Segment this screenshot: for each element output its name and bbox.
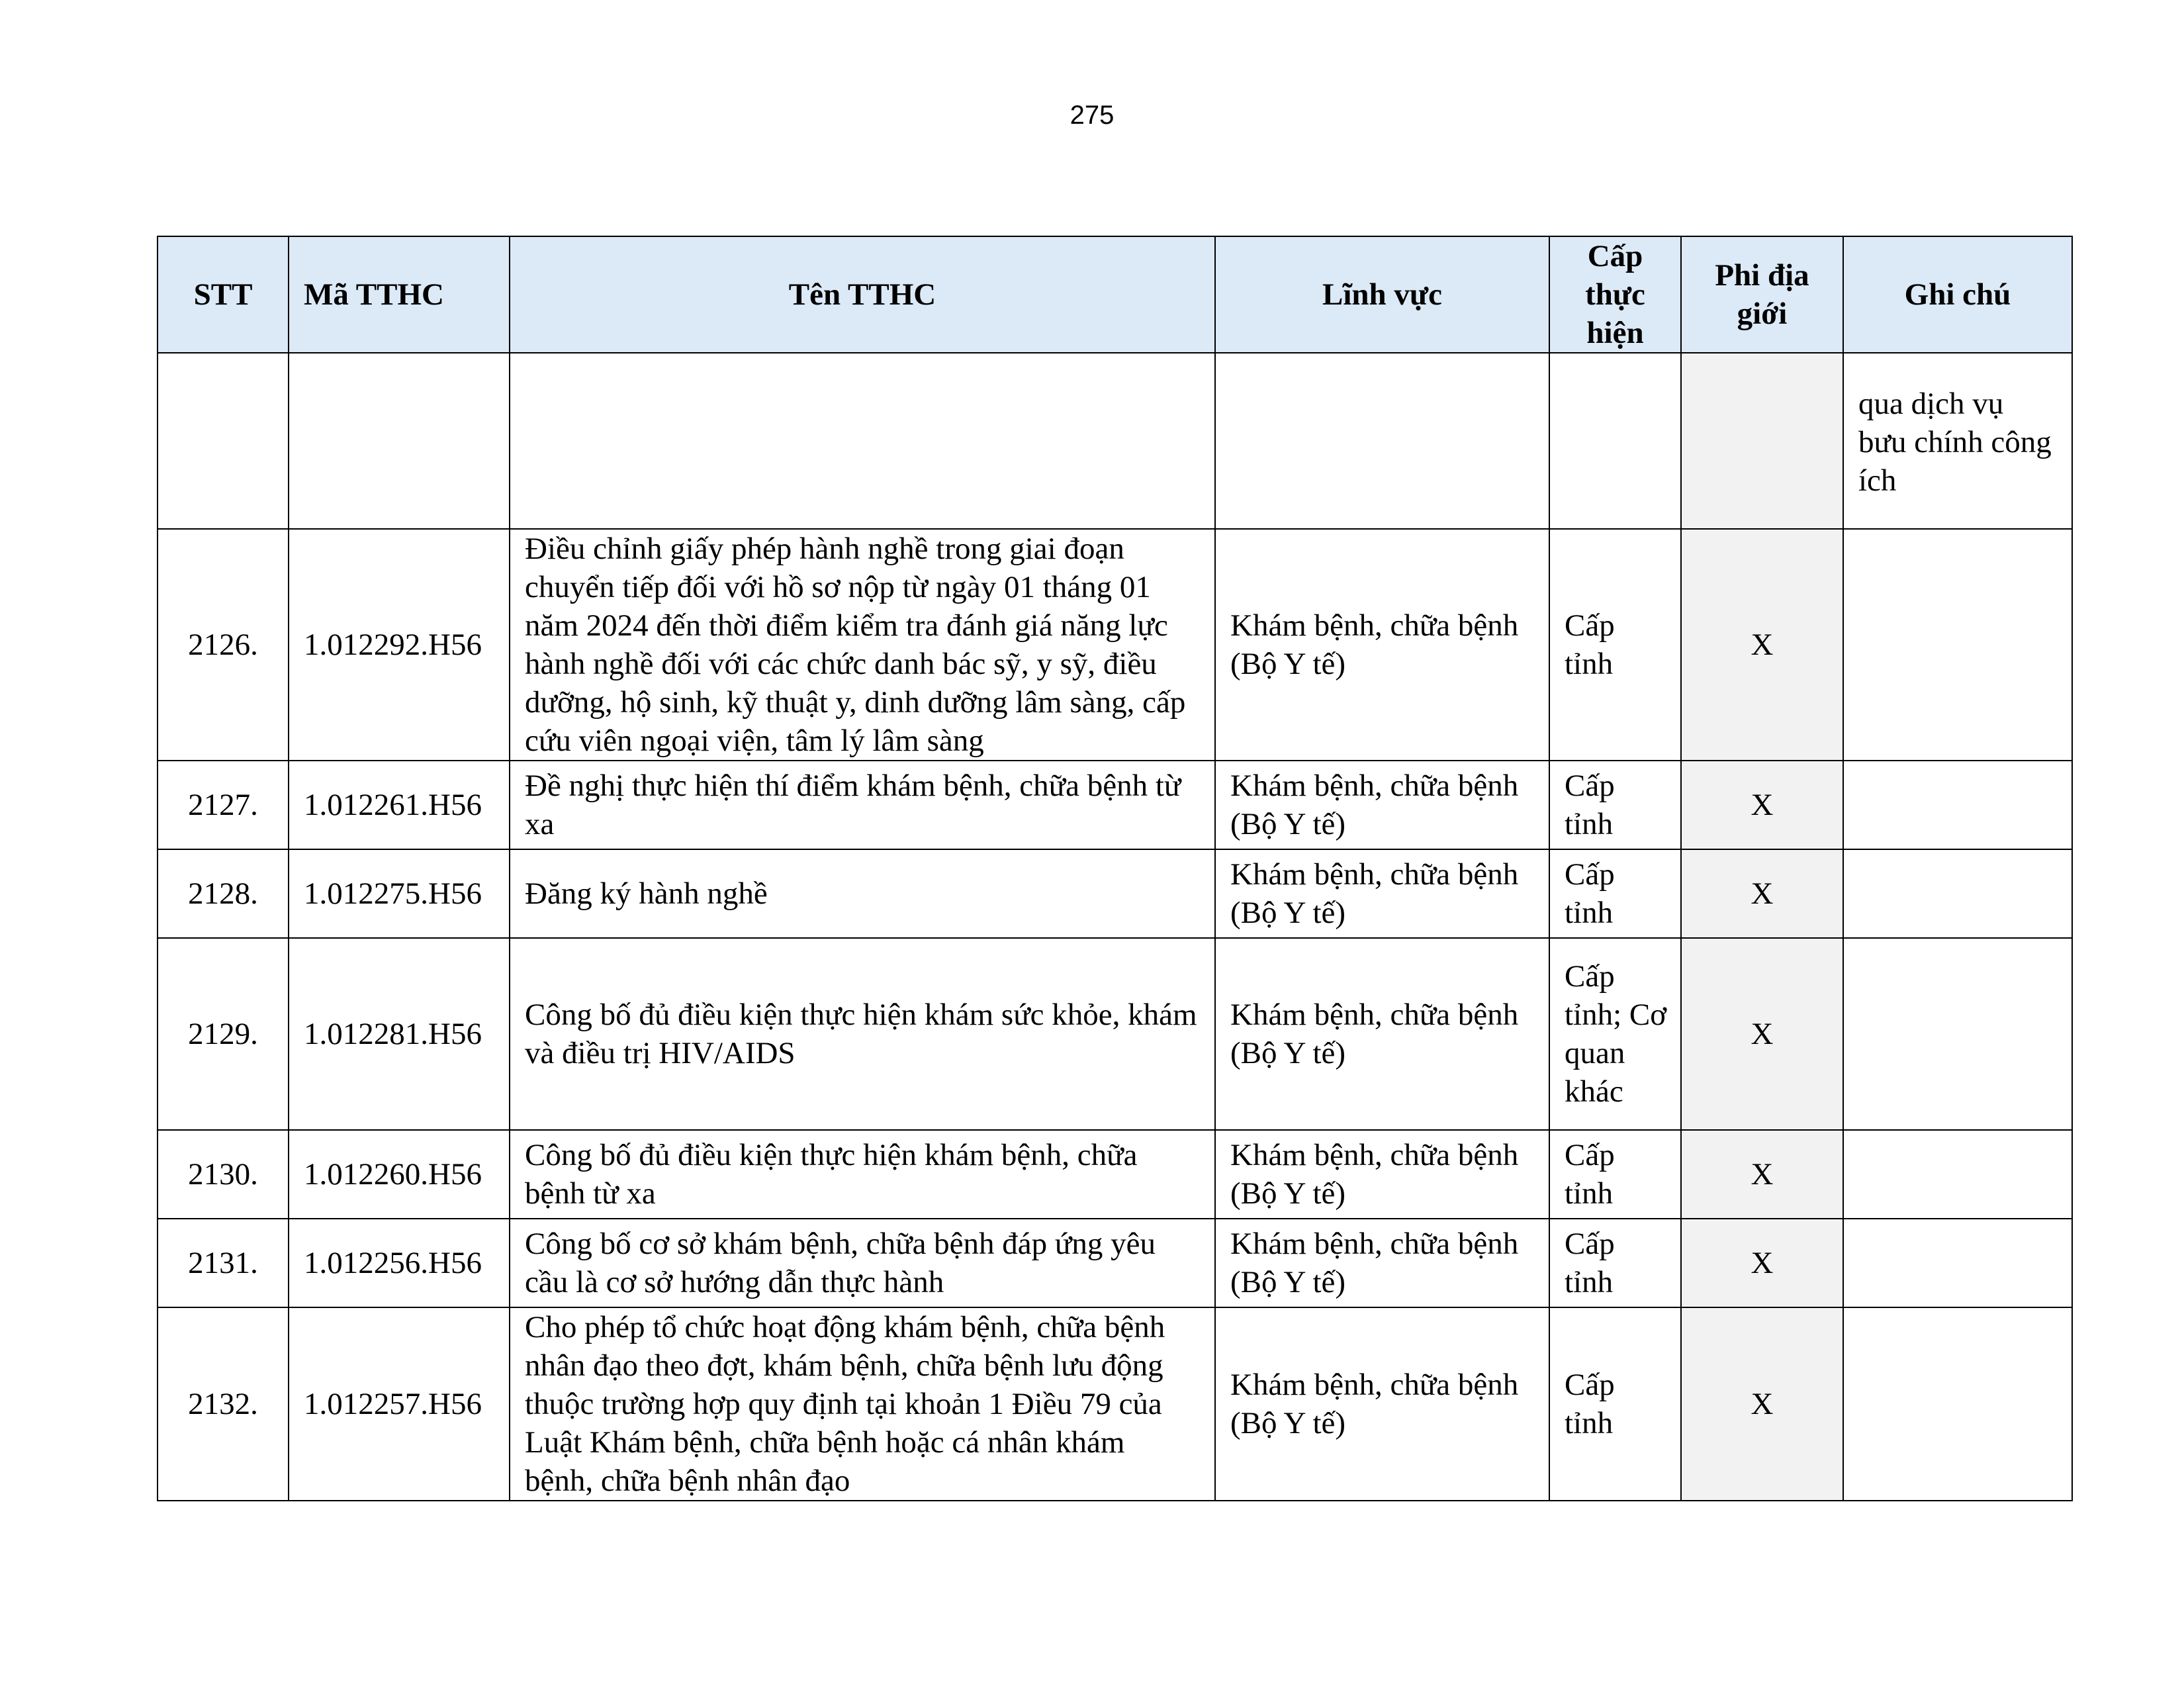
header-ghi-chu: Ghi chú xyxy=(1843,236,2072,353)
cell-ma: 1.012256.H56 xyxy=(289,1219,510,1307)
cell-linh-vuc: Khám bệnh, chữa bệnh (Bộ Y tế) xyxy=(1215,849,1549,938)
cell-linh-vuc: Khám bệnh, chữa bệnh (Bộ Y tế) xyxy=(1215,938,1549,1130)
table-row xyxy=(158,761,2072,849)
table-row xyxy=(158,849,2072,938)
table-row xyxy=(158,938,2072,1130)
cell-ten: Công bố đủ điều kiện thực hiện khám sức khỏe, khám và điều trị HIV/AIDS xyxy=(510,938,1215,1130)
cell-stt: 2132. xyxy=(158,1307,289,1501)
header-stt: STT xyxy=(158,236,289,353)
cell-phi-dia-gioi: X xyxy=(1681,1307,1843,1501)
cell-ten: Cho phép tổ chức hoạt động khám bệnh, chữa bệnh nhân đạo theo đợt, khám bệnh, chữa bệnh lưu động thuộc trường hợp quy định tại khoản 1 Điều 79 của Luật Khám bệnh, chữa bệnh hoặc cá nhân khám bệnh, chữa bệnh nhân đạo xyxy=(510,1307,1215,1501)
cell-stt: 2127. xyxy=(158,761,289,849)
cell-linh-vuc: Khám bệnh, chữa bệnh (Bộ Y tế) xyxy=(1215,1307,1549,1501)
cell-stt: 2126. xyxy=(158,529,289,761)
cell-cap: Cấp tỉnh xyxy=(1549,1130,1681,1219)
cell-stt: 2131. xyxy=(158,1219,289,1307)
header-phi-dia-gioi: Phi địa giới xyxy=(1681,236,1843,353)
cell-ma: 1.012281.H56 xyxy=(289,938,510,1130)
page-number: 275 xyxy=(1069,101,1115,130)
cell-linh-vuc xyxy=(1215,353,1549,529)
cell-ghi-chu xyxy=(1843,1307,2072,1501)
cell-cap: Cấp tỉnh xyxy=(1549,1219,1681,1307)
cell-phi-dia-gioi: X xyxy=(1681,1219,1843,1307)
cell-ten: Công bố cơ sở khám bệnh, chữa bệnh đáp ứng yêu cầu là cơ sở hướng dẫn thực hành xyxy=(510,1219,1215,1307)
cell-ten: Điều chỉnh giấy phép hành nghề trong giai đoạn chuyển tiếp đối với hồ sơ nộp từ ngày 01 tháng 01 năm 2024 đến thời điểm kiểm tra đánh giá năng lực hành nghề đối với các chức danh bác sỹ, y sỹ, điều dưỡng, hộ sinh, kỹ thuật y, dinh dưỡng lâm sàng, cấp cứu viên ngoại viện, tâm lý lâm sàng xyxy=(510,529,1215,761)
cell-ghi-chu xyxy=(1843,849,2072,938)
procedures-table xyxy=(157,236,2073,1501)
cell-ten: Công bố đủ điều kiện thực hiện khám bệnh, chữa bệnh từ xa xyxy=(510,1130,1215,1219)
cell-cap xyxy=(1549,353,1681,529)
cell-phi-dia-gioi xyxy=(1681,353,1843,529)
cell-phi-dia-gioi: X xyxy=(1681,1130,1843,1219)
header-cap-thuc-hien: Cấp thực hiện xyxy=(1549,236,1681,353)
cell-cap: Cấp tỉnh xyxy=(1549,849,1681,938)
cell-cap: Cấp tỉnh xyxy=(1549,761,1681,849)
header-ma-tthc: Mã TTHC xyxy=(289,236,510,353)
table-header-row xyxy=(158,236,2072,353)
cell-ghi-chu: qua dịch vụ bưu chính công ích xyxy=(1843,353,2072,529)
header-ten-tthc: Tên TTHC xyxy=(510,236,1215,353)
cell-ma: 1.012257.H56 xyxy=(289,1307,510,1501)
cell-ghi-chu xyxy=(1843,1130,2072,1219)
cell-stt: 2128. xyxy=(158,849,289,938)
cell-ma: 1.012292.H56 xyxy=(289,529,510,761)
cell-ghi-chu xyxy=(1843,529,2072,761)
table-row xyxy=(158,1307,2072,1501)
table-row-continuation xyxy=(158,353,2072,529)
cell-phi-dia-gioi: X xyxy=(1681,849,1843,938)
cell-ma: 1.012260.H56 xyxy=(289,1130,510,1219)
cell-ten: Đăng ký hành nghề xyxy=(510,849,1215,938)
header-linh-vuc: Lĩnh vực xyxy=(1215,236,1549,353)
cell-ghi-chu xyxy=(1843,938,2072,1130)
cell-phi-dia-gioi: X xyxy=(1681,761,1843,849)
cell-ma: 1.012261.H56 xyxy=(289,761,510,849)
cell-phi-dia-gioi: X xyxy=(1681,529,1843,761)
cell-ghi-chu xyxy=(1843,1219,2072,1307)
cell-stt: 2129. xyxy=(158,938,289,1130)
cell-linh-vuc: Khám bệnh, chữa bệnh (Bộ Y tế) xyxy=(1215,529,1549,761)
cell-linh-vuc: Khám bệnh, chữa bệnh (Bộ Y tế) xyxy=(1215,761,1549,849)
cell-ten xyxy=(510,353,1215,529)
cell-cap: Cấp tỉnh xyxy=(1549,1307,1681,1501)
cell-ghi-chu xyxy=(1843,761,2072,849)
cell-ten: Đề nghị thực hiện thí điểm khám bệnh, chữa bệnh từ xa xyxy=(510,761,1215,849)
cell-stt xyxy=(158,353,289,529)
cell-ma: 1.012275.H56 xyxy=(289,849,510,938)
cell-linh-vuc: Khám bệnh, chữa bệnh (Bộ Y tế) xyxy=(1215,1219,1549,1307)
table-row xyxy=(158,529,2072,761)
cell-stt: 2130. xyxy=(158,1130,289,1219)
cell-phi-dia-gioi: X xyxy=(1681,938,1843,1130)
cell-linh-vuc: Khám bệnh, chữa bệnh (Bộ Y tế) xyxy=(1215,1130,1549,1219)
cell-cap: Cấp tỉnh xyxy=(1549,529,1681,761)
table-row xyxy=(158,1130,2072,1219)
cell-ma xyxy=(289,353,510,529)
cell-cap: Cấp tỉnh; Cơ quan khác xyxy=(1549,938,1681,1130)
table-row xyxy=(158,1219,2072,1307)
